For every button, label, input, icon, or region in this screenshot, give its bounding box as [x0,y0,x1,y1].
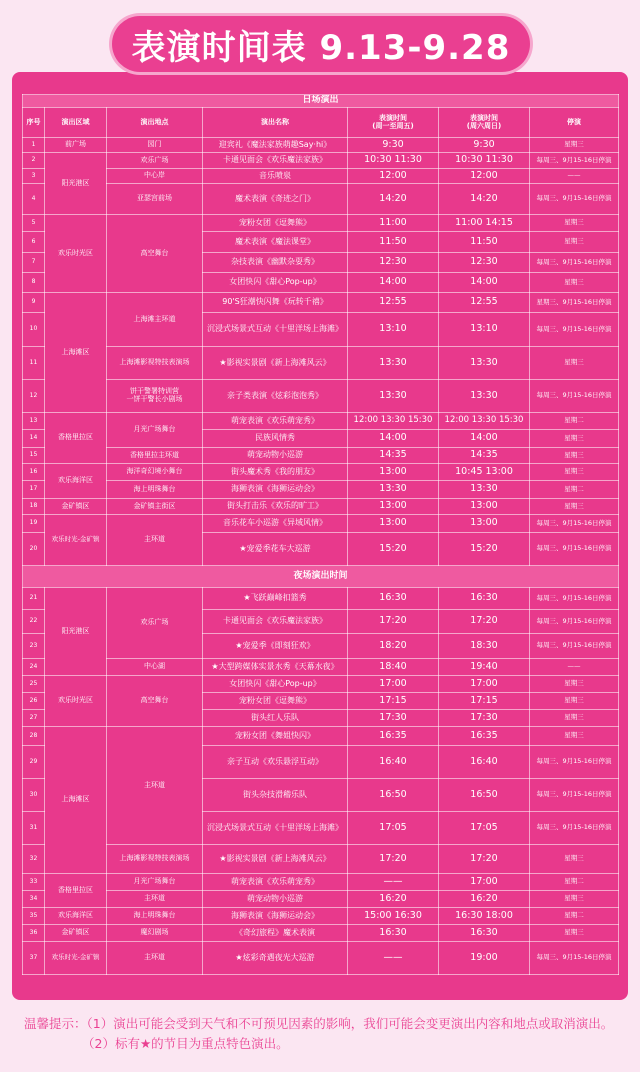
table-cell: 13:30 [348,347,439,380]
table-cell: 欢乐广场 [107,588,203,659]
table-cell: 亲子类表演《炫彩泡泡秀》 [203,380,348,413]
table-cell: 11:00 14:15 [439,215,530,232]
table-row [23,138,619,153]
table-cell: 民族风情秀 [203,430,348,448]
table-cell: 宠粉女团《逗舞熊》 [203,693,348,710]
table-cell: 13:30 [439,347,530,380]
table-cell: 每周三、9月15-16日停演 [530,380,619,413]
table-cell: 星期二 [530,481,619,499]
table-cell: 13:00 [439,499,530,515]
table-cell: 阳光港区 [45,588,107,676]
table-cell: 14:35 [439,448,530,464]
table-cell: 3 [23,169,45,184]
table-cell: ★影视实景剧《新上海滩风云》 [203,347,348,380]
table-cell: 14:00 [348,430,439,448]
table-cell: 32 [23,845,45,874]
table-cell: 欢乐海洋区 [45,908,107,925]
table-row [23,727,619,746]
table-cell: 17:05 [439,812,530,845]
table-cell: 12:00 [439,169,530,184]
table-cell: 欢乐海洋区 [45,464,107,499]
table-cell: 30 [23,779,45,812]
table-cell: 22 [23,610,45,634]
header-no: 序号 [23,108,45,138]
table-row [23,874,619,891]
table-cell: 海上明珠舞台 [107,908,203,925]
table-cell: 街头打击乐《欢乐的旷工》 [203,499,348,515]
header-location: 演出地点 [107,108,203,138]
table-cell: 上海滩区 [45,727,107,874]
table-row [23,515,619,533]
table-cell: 24 [23,659,45,676]
table-cell: —— [530,169,619,184]
table-cell: 17:20 [348,845,439,874]
note-line-1: 温馨提示：（1）演出可能会受到天气和不可预见因素的影响，我们可能会变更演出内容和地点或取消演出。 [24,1016,614,1031]
table-cell: 17:20 [348,610,439,634]
table-cell: 上海滩影视特技表演场 [107,845,203,874]
table-cell: 12:55 [439,293,530,313]
table-cell: 宠粉女团《逗舞熊》 [203,215,348,232]
table-cell: 29 [23,746,45,779]
text: (周六周日) [466,121,502,130]
table-cell: 16:20 [348,891,439,908]
table-cell: 28 [23,727,45,746]
table-cell: 12:00 13:30 15:30 [348,413,439,430]
table-cell: 星期三 [530,693,619,710]
table-row [23,588,619,610]
table-cell: 9 [23,293,45,313]
table-cell: 31 [23,812,45,845]
table-cell: 上海滩区 [45,293,107,413]
table-cell: 香格里拉区 [45,413,107,464]
table-cell: 21 [23,588,45,610]
table-row [23,215,619,232]
table-cell: 上海滩影视特技表演场 [107,347,203,380]
table-cell: 17 [23,481,45,499]
table-cell: 16:35 [348,727,439,746]
table-cell: 11:50 [439,232,530,253]
table-cell: 日场演出 [23,95,619,108]
table-cell: 迎宾礼《魔法家族萌趣Say·hi》 [203,138,348,153]
page-title [112,16,530,72]
table-row [23,942,619,975]
table-cell: 25 [23,676,45,693]
text: 表演时间 [470,113,498,122]
table-row [23,891,619,908]
table-cell: 星期二 [530,874,619,891]
table-cell: 每周三、9月15-16日停演 [530,746,619,779]
table-cell: 欢乐时光区 [45,215,107,293]
table-row [23,481,619,499]
table-cell: 9:30 [348,138,439,153]
schedule-table [22,94,619,975]
table-cell: 星期三 [530,710,619,727]
table-cell: 13:00 [348,499,439,515]
table-cell: 每周三、9月15-16日停演 [530,253,619,273]
table-cell: 23 [23,634,45,659]
table-cell: 每周三、9月15-16日停演 [530,610,619,634]
table-row [23,659,619,676]
table-row [23,380,619,413]
table-cell: 星期三 [530,499,619,515]
table-cell: 2 [23,153,45,169]
table-cell: 17:00 [439,874,530,891]
table-cell: 街头魔术秀《我的朋友》 [203,464,348,481]
table-cell: 星期二 [530,908,619,925]
table-row [23,925,619,942]
table-cell: 星期三 [530,347,619,380]
table-cell: 主环道 [107,891,203,908]
table-cell: 魔术表演《奇迹之门》 [203,184,348,215]
notes [24,1014,624,1054]
table-cell: 女团快闪《甜心Pop-up》 [203,273,348,293]
table-cell: 星期三 [530,448,619,464]
table-header-row [23,108,619,138]
table-cell: 星期二 [530,413,619,430]
table-cell: 36 [23,925,45,942]
table-cell: 高空舞台 [107,676,203,727]
table-row [23,347,619,380]
table-cell: 16 [23,464,45,481]
table-cell: 16:30 [439,588,530,610]
table-cell: 每周三、9月15-16日停演 [530,515,619,533]
table-cell: ★宠爱季《即刻狂欢》 [203,634,348,659]
table-cell: 18:30 [439,634,530,659]
table-cell: 星期三 [530,138,619,153]
table-cell: 13 [23,413,45,430]
table-cell: 16:40 [439,746,530,779]
table-cell: 星期三 [530,464,619,481]
table-cell: 星期三 [530,925,619,942]
table-cell: 中心岸 [107,169,203,184]
table-cell: 星期三 [530,430,619,448]
table-cell: 香格里拉区 [45,874,107,908]
header-weekend-time [439,108,530,138]
table-cell: 音乐喷泉 [203,169,348,184]
table-cell: 12:30 [439,253,530,273]
table-row [23,153,619,169]
table-cell: ★大型跨媒体实景水秀《天幕水夜》 [203,659,348,676]
table-cell: 18 [23,499,45,515]
table-cell: 1 [23,138,45,153]
table-cell: 金矿镇区 [45,925,107,942]
table-cell: 14 [23,430,45,448]
table-cell: 宠粉女团《舞姐快闪》 [203,727,348,746]
table-cell: 主环道 [107,727,203,845]
table-cell: 13:30 [439,380,530,413]
table-cell: 中心湖 [107,659,203,676]
table-cell: 欢乐时光-金矿镇 [45,942,107,975]
table-cell: 星期三 [530,232,619,253]
table-cell: —— [530,659,619,676]
table-row [23,413,619,430]
table-cell: 13:30 [348,481,439,499]
table-cell: 18:20 [348,634,439,659]
table-cell: 13:30 [348,380,439,413]
table-cell: 卡通见面会《欢乐魔法家族》 [203,153,348,169]
text: (周一至周五) [372,121,414,130]
table-cell: 16:35 [439,727,530,746]
table-cell: ★宠爱季花车大巡游 [203,533,348,566]
table-cell: 欢乐时光-金矿镇 [45,515,107,566]
table-cell: 萌宠动物小巡游 [203,891,348,908]
page-title-text: 表演时间表 9.13-9.28 [131,27,511,68]
table-cell: 17:00 [439,676,530,693]
table-cell: 17:20 [439,610,530,634]
table-cell: 14:20 [439,184,530,215]
table-cell: 香格里拉主环道 [107,448,203,464]
table-cell: 17:05 [348,812,439,845]
table-cell: 魔幻剧场 [107,925,203,942]
table-cell: 海洋奇幻境小舞台 [107,464,203,481]
table-cell: 13:30 [439,481,530,499]
table-cell: 沉浸式场景式互动《十里洋场上海滩》 [203,812,348,845]
table-cell: 星期三、9月15-16日停演 [530,293,619,313]
table-cell: 13:00 [439,515,530,533]
header-rest: 停演 [530,108,619,138]
text: 表演时间 [379,113,407,122]
table-cell: 18:40 [348,659,439,676]
table-cell: 上海滩主环道 [107,293,203,347]
text: 一饼干警长小剧场 [126,395,183,403]
table-cell: 17:15 [439,693,530,710]
table-cell: 12:00 13:30 15:30 [439,413,530,430]
table-cell: 13:00 [348,464,439,481]
table-cell: 每周三、9月15-16日停演 [530,812,619,845]
table-cell: 6 [23,232,45,253]
table-row [23,184,619,215]
location-two-line [107,380,203,413]
table-cell: ★炫彩奇遇夜光大巡游 [203,942,348,975]
table-cell: 海狮表演《海狮运动会》 [203,908,348,925]
table-cell: 10:45 13:00 [439,464,530,481]
table-cell: 音乐花车小巡游《异域风情》 [203,515,348,533]
table-cell: 13:10 [348,313,439,347]
table-row [23,676,619,693]
table-cell: 33 [23,874,45,891]
table-cell: 星期三 [530,273,619,293]
table-cell: 魔术表演《魔法课堂》 [203,232,348,253]
table-cell: 4 [23,184,45,215]
table-cell: 海上明珠舞台 [107,481,203,499]
table-cell: 8 [23,273,45,293]
table-cell: 35 [23,908,45,925]
table-cell: 12:30 [348,253,439,273]
table-cell: 星期三 [530,727,619,746]
table-cell: 萌宠动物小巡游 [203,448,348,464]
table-cell: 每周三、9月15-16日停演 [530,942,619,975]
table-cell: 亚瑟宫前场 [107,184,203,215]
table-cell: 12:55 [348,293,439,313]
table-cell: 20 [23,533,45,566]
table-cell: 17:20 [439,845,530,874]
table-cell: 女团快闪《甜心Pop-up》 [203,676,348,693]
table-cell: 19:40 [439,659,530,676]
table-cell: 10:30 11:30 [439,153,530,169]
table-cell: 街头红人乐队 [203,710,348,727]
table-cell: 17:00 [348,676,439,693]
table-row [23,908,619,925]
table-cell: 17:15 [348,693,439,710]
table-cell: 园门 [107,138,203,153]
header-area: 演出区域 [45,108,107,138]
table-cell: 12:00 [348,169,439,184]
table-cell: 11:00 [348,215,439,232]
table-cell: 90'S狂潮快闪舞《玩转千禧》 [203,293,348,313]
table-cell: 10 [23,313,45,347]
table-row [23,499,619,515]
table-cell: 主环道 [107,942,203,975]
table-cell: 34 [23,891,45,908]
table-cell: ★影视实景剧《新上海滩风云》 [203,845,348,874]
table-cell: 16:30 [439,925,530,942]
table-row [23,464,619,481]
table-cell: 7 [23,253,45,273]
table-cell: 17:30 [348,710,439,727]
table-cell: 5 [23,215,45,232]
table-cell: 16:30 18:00 [439,908,530,925]
table-cell: 16:50 [348,779,439,812]
table-cell: 卡通见面会《欢乐魔法家族》 [203,610,348,634]
table-cell: 14:35 [348,448,439,464]
table-cell: 每周三、9月15-16日停演 [530,153,619,169]
table-cell: 每周三、9月15-16日停演 [530,588,619,610]
table-cell: 萌宠表演《欢乐萌宠秀》 [203,874,348,891]
table-cell: 每周三、9月15-16日停演 [530,184,619,215]
table-cell: 11:50 [348,232,439,253]
table-cell: 亲子互动《欢乐悬浮互动》 [203,746,348,779]
table-cell: 每周三、9月15-16日停演 [530,779,619,812]
table-row [23,293,619,313]
table-cell: 前广场 [45,138,107,153]
table-cell: 11 [23,347,45,380]
table-cell: 15:20 [348,533,439,566]
table-cell: 9:30 [439,138,530,153]
table-cell: 14:00 [348,273,439,293]
table-cell: 月光广场舞台 [107,413,203,448]
table-cell: 27 [23,710,45,727]
table-cell: 阳光港区 [45,153,107,215]
table-cell: 13:10 [439,313,530,347]
table-cell: 萌宠表演《欢乐萌宠秀》 [203,413,348,430]
table-cell: 金矿镇区 [45,499,107,515]
table-cell: 26 [23,693,45,710]
table-cell: —— [348,942,439,975]
table-cell: 金矿镇主街区 [107,499,203,515]
table-cell: 15:00 16:30 [348,908,439,925]
table-cell: 16:40 [348,746,439,779]
table-cell: ★飞跃巅峰扣篮秀 [203,588,348,610]
table-cell: 星期三 [530,676,619,693]
header-show-name: 演出名称 [203,108,348,138]
table-row [23,448,619,464]
table-cell: 欢乐广场 [107,153,203,169]
table-cell: 主环道 [107,515,203,566]
table-cell: 高空舞台 [107,215,203,293]
table-cell: 14:00 [439,430,530,448]
table-cell: 19:00 [439,942,530,975]
table-cell: 夜场演出时间 [23,566,619,588]
table-row [23,169,619,184]
table-cell: 星期三 [530,215,619,232]
table-cell: 沉浸式场景式互动《十里洋场上海滩》 [203,313,348,347]
table-cell: 海狮表演《海狮运动会》 [203,481,348,499]
table-cell: 欢乐时光区 [45,676,107,727]
table-cell: 19 [23,515,45,533]
table-cell: 每周三、9月15-16日停演 [530,313,619,347]
table-cell: 16:20 [439,891,530,908]
table-cell: 15 [23,448,45,464]
table-cell: 杂技表演《幽默杂耍秀》 [203,253,348,273]
table-cell: 星期三 [530,891,619,908]
table-cell: 16:50 [439,779,530,812]
night-section-header [23,566,619,588]
table-cell: —— [348,874,439,891]
table-cell: 星期三 [530,845,619,874]
table-cell: 14:20 [348,184,439,215]
table-cell: 15:20 [439,533,530,566]
table-cell: 街头杂技滑稽乐队 [203,779,348,812]
table-cell: 《奇幻旅程》魔术表演 [203,925,348,942]
table-cell: 37 [23,942,45,975]
table-cell: 13:00 [348,515,439,533]
table-cell: 16:30 [348,588,439,610]
header-weekday-time [348,108,439,138]
text: 饼干警署特训营 [130,387,179,396]
table-cell: 16:30 [348,925,439,942]
note-line-2: （2）标有★的节目为重点特色演出。 [82,1036,289,1051]
table-cell: 月光广场舞台 [107,874,203,891]
day-section-header [23,95,619,108]
table-row [23,845,619,874]
table-cell: 14:00 [439,273,530,293]
table-cell: 17:30 [439,710,530,727]
table-cell: 10:30 11:30 [348,153,439,169]
table-cell: 每周三、9月15-16日停演 [530,634,619,659]
table-cell: 12 [23,380,45,413]
table-cell: 每周三、9月15-16日停演 [530,533,619,566]
